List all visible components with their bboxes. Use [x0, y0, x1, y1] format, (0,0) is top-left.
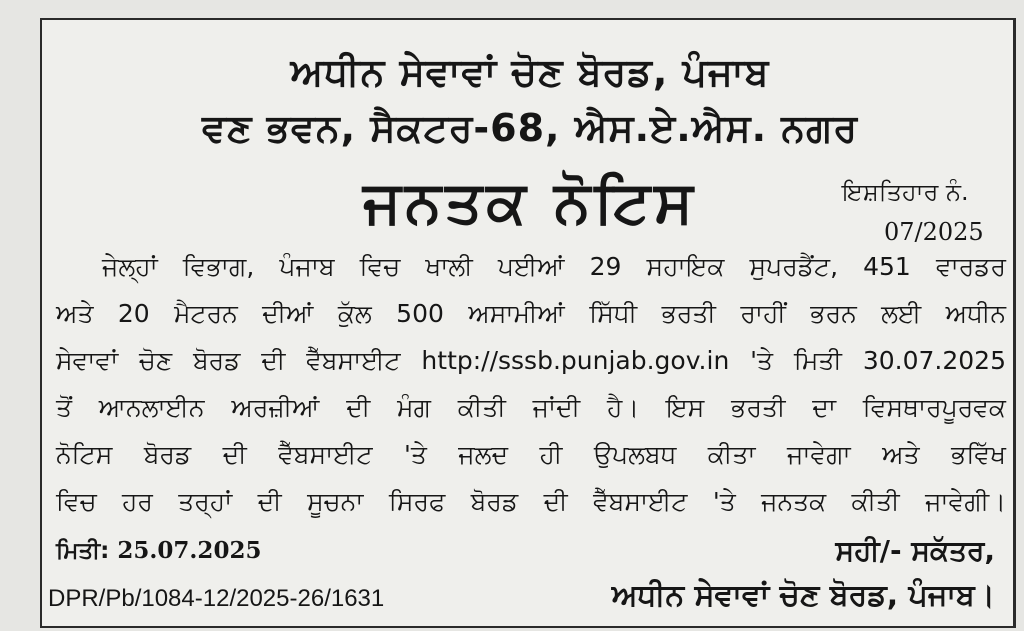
advertisement-label: ਇਸ਼ਤਿਹਾਰ ਨੰ.	[842, 178, 969, 206]
notice-date	[56, 537, 261, 564]
signature-board-name: ਅਧੀਨ ਸੇਵਾਵਾਂ ਚੋਣ ਬੋਰਡ, ਪੰਜਾਬ।	[611, 578, 995, 613]
date-label: ਮਿਤੀ:	[56, 538, 110, 564]
body-line: ਸੇਵਾਵਾਂ ਚੋਣ ਬੋਰਡ ਦੀ ਵੈੱਬਸਾਈਟ http://sssb.punjab.gov.in 'ਤੇ ਮਿਤੀ 30.07.2025	[56, 346, 1006, 375]
body-line: ਨੋਟਿਸ ਬੋਰਡ ਦੀ ਵੈੱਬਸਾਈਟ 'ਤੇ ਜਲਦ ਹੀ ਉਪਲਬਧ ਕੀਤਾ ਜਾਵੇਗਾ ਅਤੇ ਭਵਿੱਖ	[56, 440, 1006, 469]
body-line: ਤੋਂ ਆਨਲਾਈਨ ਅਰਜ਼ੀਆਂ ਦੀ ਮੰਗ ਕੀਤੀ ਜਾਂਦੀ ਹੈ। ਇਸ ਭਰਤੀ ਦਾ ਵਿਸਥਾਰਪੂਰਵਕ	[56, 393, 1006, 422]
notice-title: ਜਨਤਕ ਨੋਟਿਸ	[363, 168, 697, 236]
body-line: ਜੇਲ੍ਹਾਂ ਵਿਭਾਗ, ਪੰਜਾਬ ਵਿਚ ਖਾਲੀ ਪਈਆਂ 29 ਸਹਾਇਕ ਸੁਪਰਡੈਂਟ, 451 ਵਾਰਡਰ	[102, 252, 1006, 281]
board-name-header: ਅਧੀਨ ਸੇਵਾਵਾਂ ਚੋਣ ਬੋਰਡ, ਪੰਜਾਬ	[290, 50, 770, 94]
board-address-header: ਵਣ ਭਵਨ, ਸੈਕਟਰ-68, ਐਸ.ਏ.ਐਸ. ਨਗਰ	[201, 106, 859, 150]
public-notice-box	[40, 18, 1016, 628]
body-line: ਵਿਚ ਹਰ ਤਰ੍ਹਾਂ ਦੀ ਸੂਚਨਾ ਸਿਰਫ ਬੋਰਡ ਦੀ ਵੈੱਬਸਾਈਟ 'ਤੇ ਜਨਤਕ ਕੀਤੀ ਜਾਵੇਗੀ।	[56, 487, 1006, 516]
advertisement-number: 07/2025	[884, 218, 984, 246]
date-value: 25.07.2025	[117, 537, 262, 564]
signature-secretary: ਸਹੀ/- ਸਕੱਤਰ,	[835, 534, 995, 567]
dpr-reference: DPR/Pb/1084-12/2025-26/1631	[48, 585, 385, 612]
body-line: ਅਤੇ 20 ਮੈਟਰਨ ਦੀਆਂ ਕੁੱਲ 500 ਅਸਾਮੀਆਂ ਸਿੱਧੀ ਭਰਤੀ ਰਾਹੀਂ ਭਰਨ ਲਈ ਅਧੀਨ	[56, 299, 1006, 328]
